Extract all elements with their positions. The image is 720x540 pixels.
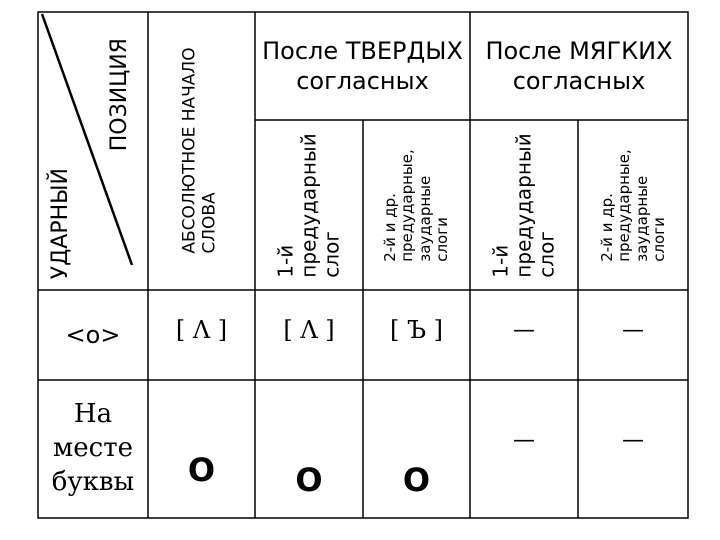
row-o-label: <o>: [65, 321, 121, 349]
row-o-hard-other: [ Ъ ]: [389, 316, 444, 344]
hard-other-syllables-header: 2-й и др. предударные, заударные слоги: [380, 148, 451, 262]
row-o-soft-other: —: [622, 317, 644, 343]
row-letter-absolute: О: [187, 451, 216, 489]
corner-position-label: ПОЗИЦИЯ: [106, 37, 132, 151]
row-letter-hard-first: О: [295, 461, 323, 499]
row-letter-soft-first: —: [513, 427, 535, 453]
row-letter-hard-other: О: [402, 461, 431, 499]
corner-stressed-label: УДАРНЫЙ: [47, 167, 73, 279]
absolute-start-header: АБСОЛЮТНОЕ НАЧАЛО СЛОВА: [179, 46, 220, 254]
row-letter-label: На месте буквы: [51, 399, 135, 497]
hard-first-pretonic-header: 1-й предударный слог: [273, 132, 344, 278]
after-hard-header: После ТВЕРДЫХ согласных: [262, 37, 463, 95]
row-o-soft-first: —: [513, 317, 535, 343]
after-soft-header: После МЯГКИХ согласных: [485, 37, 673, 95]
row-o-hard-first: [ Λ ]: [283, 316, 335, 344]
row-o-absolute: [ Λ ]: [175, 316, 228, 344]
soft-first-pretonic-header: 1-й предударный слог: [488, 132, 559, 278]
row-letter-soft-other: —: [622, 427, 644, 453]
soft-other-syllables-header: 2-й и др. предударные, заударные слоги: [597, 148, 668, 262]
